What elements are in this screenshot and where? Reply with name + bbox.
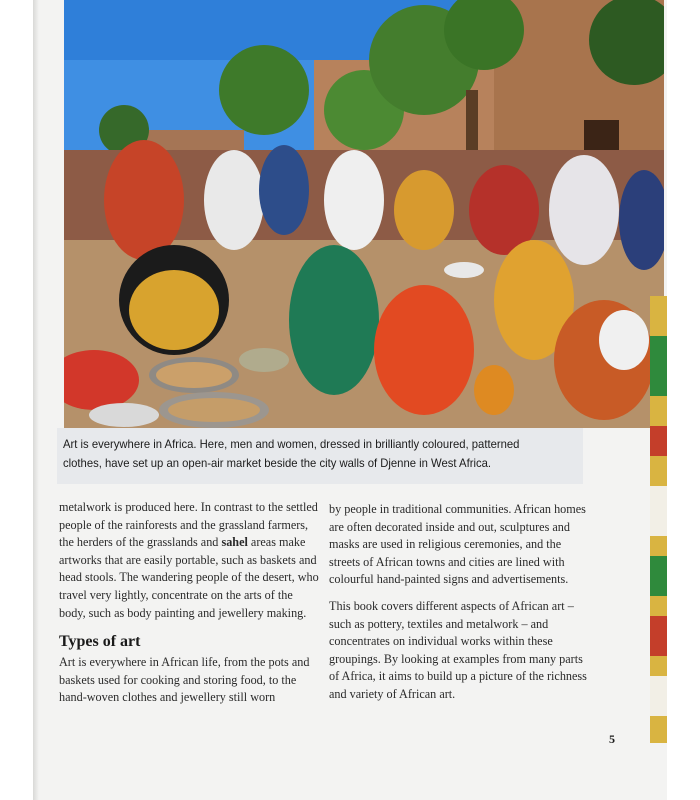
text-column-left: [59, 499, 319, 707]
paragraph-text: metalwork is produced here. In contrast to the settled people of the rainforests and the grassland farmers, the herders of the grasslands and: [59, 500, 318, 550]
page-edge: [33, 0, 39, 800]
text-column-right: [329, 501, 589, 704]
glossary-term: sahel: [221, 535, 248, 550]
section-heading: Types of art: [59, 633, 141, 651]
fabric-pattern-icon: [650, 296, 667, 743]
paragraph-text: areas make artworks that are easily portable, such as baskets and head stools. The wandering people of the desert, who travel very lightly, concentrate on the arts of the body, such as body painting and jewellery making.: [59, 535, 319, 620]
book-page: [33, 0, 667, 800]
paragraph: This book covers different aspects of African art – such as pottery, textiles and metalwork – and concentrates on individual works within these groupings. By looking at examples from many parts of Africa, it aims to build up a picture of the richness and variety of African art.: [329, 598, 587, 701]
next-page-edge: [650, 296, 667, 743]
market-photo: [64, 0, 664, 428]
paragraph: by people in traditional communities. African homes are often decorated inside and out, sculptures and masks are used in religious ceremonies, and the streets of African towns and cities are lined with colourful hand-painted signs and advertisements.: [329, 502, 586, 587]
background-margin: [667, 0, 700, 800]
paragraph: [59, 499, 319, 622]
photo-caption: Art is everywhere in Africa. Here, men and women, dressed in brilliantly coloured, patterned clothes, have set up an open-air market beside the city walls of Djenne in West Africa.: [63, 437, 520, 470]
caption-box: [57, 428, 583, 484]
paragraph: Art is everywhere in African life, from the pots and baskets used for cooking and storing food, to the hand-woven clothes and jewellery still worn: [59, 655, 310, 705]
page-number: 5: [609, 732, 615, 746]
market-photo-icon: [64, 0, 664, 428]
